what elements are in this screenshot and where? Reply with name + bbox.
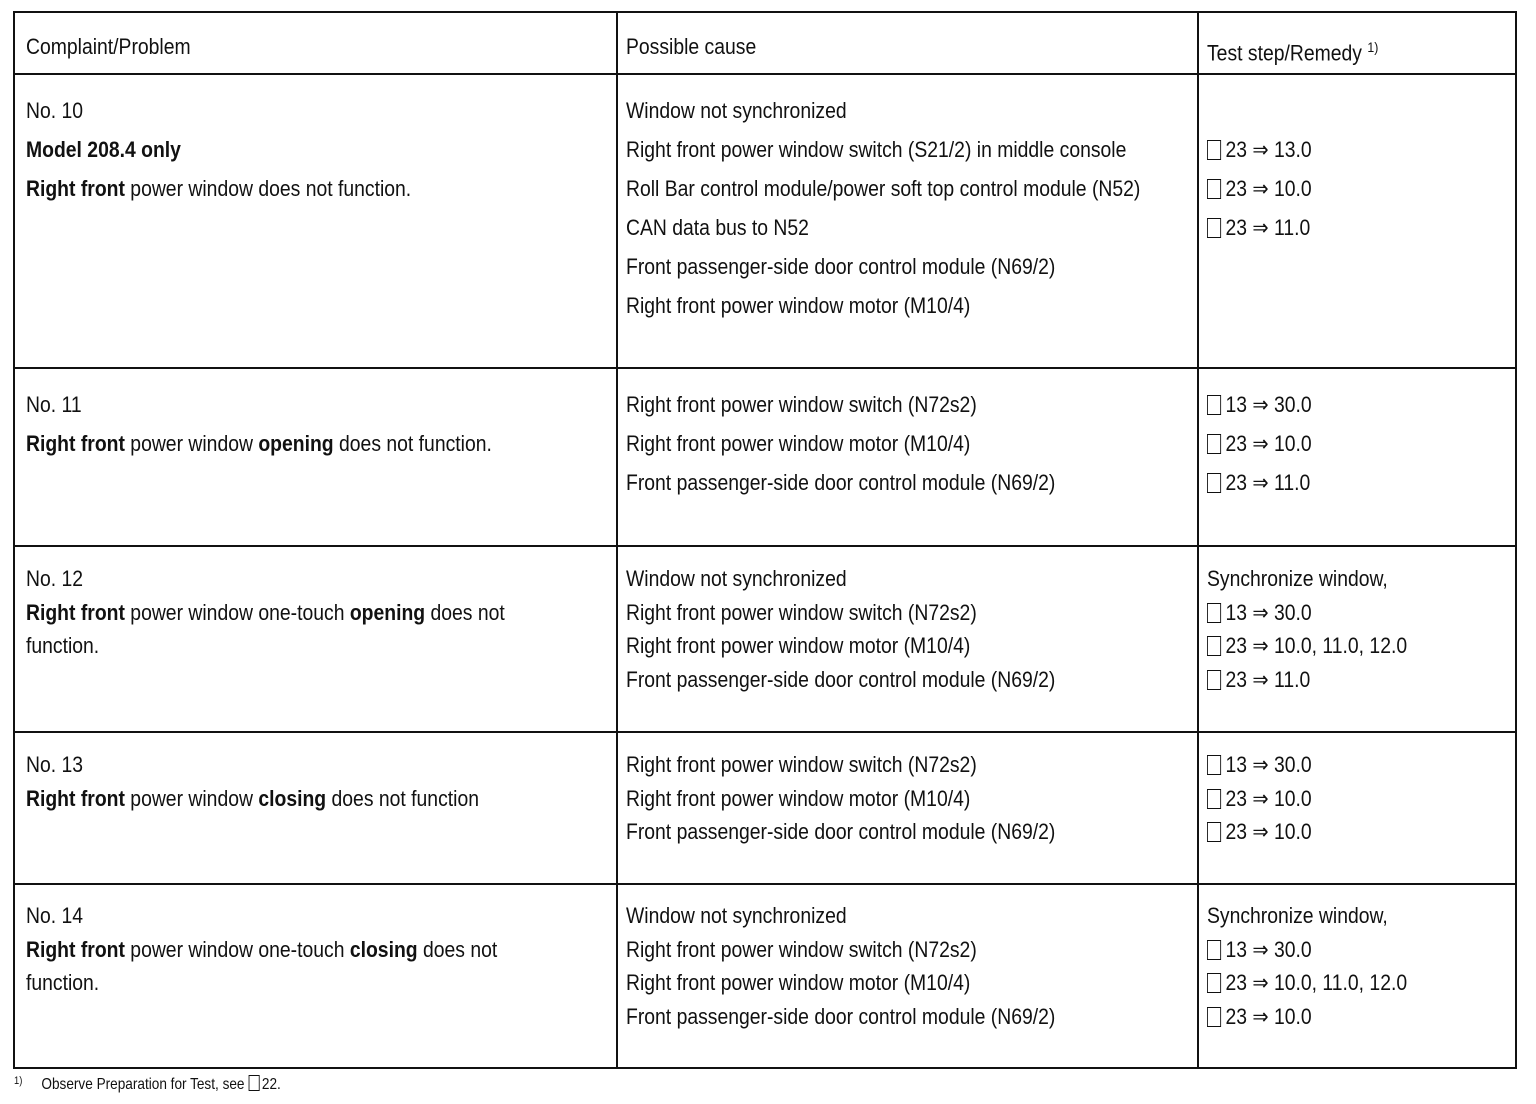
complaint-text: No. 12 [26, 566, 84, 591]
row-divider [15, 367, 1515, 369]
remedy-text: 13 ⇒ 30.0 [1225, 752, 1312, 777]
header-cause [626, 30, 756, 64]
footnote-marker: 1) [14, 1075, 23, 1087]
complaint-emphasis: Right front [26, 785, 125, 811]
remedy-item [1207, 208, 1312, 247]
complaint-cell [26, 562, 505, 663]
remedy-item [1207, 663, 1407, 697]
complaint-line [26, 933, 497, 967]
remedy-item [1207, 424, 1312, 463]
remedy-text: Synchronize window, [1207, 566, 1388, 591]
remedy-item [1207, 130, 1312, 169]
remedy-item [1207, 596, 1407, 630]
remedy-text: 23 ⇒ 10.0 [1225, 819, 1312, 844]
remedy-text: 23 ⇒ 10.0, 11.0, 12.0 [1225, 970, 1408, 995]
complaint-emphasis: Right front [26, 176, 125, 201]
cause-item: Right front power window motor (M10/4) [626, 970, 971, 995]
remedy-text: Synchronize window, [1207, 903, 1388, 928]
cause-item: Front passenger-side door control module (N69/2) [626, 470, 1056, 495]
reference-box-icon [1207, 636, 1221, 656]
remedy-item [1207, 91, 1312, 130]
row-divider [15, 73, 1515, 75]
complaint-line [26, 91, 411, 130]
complaint-cell [26, 748, 479, 815]
cause-cell [626, 899, 1055, 1033]
cause-item: Window not synchronized [626, 98, 847, 123]
complaint-emphasis: closing [349, 936, 418, 962]
cause-item: Front passenger-side door control module (N69/2) [626, 666, 1056, 692]
remedy-text: 13 ⇒ 30.0 [1225, 936, 1312, 962]
cause-item: Right front power window switch (N72s2) [626, 599, 977, 625]
remedy-text: 23 ⇒ 13.0 [1225, 137, 1312, 162]
remedy-text: 23 ⇒ 10.0 [1225, 431, 1312, 456]
remedy-text [1207, 98, 1212, 123]
complaint-text: does not function. [333, 431, 492, 456]
complaint-line [26, 629, 505, 663]
complaint-text: No. 11 [26, 392, 82, 417]
remedy-cell [1207, 385, 1312, 502]
remedy-item [1207, 463, 1312, 502]
cause-item: Window not synchronized [626, 566, 847, 591]
complaint-emphasis: Right front [26, 599, 125, 625]
complaint-text: No. 14 [26, 903, 84, 928]
remedy-text: 23 ⇒ 11.0 [1225, 215, 1311, 240]
column-divider [1197, 13, 1199, 1067]
remedy-text: 23 ⇒ 11.0 [1225, 470, 1311, 495]
remedy-item [1207, 748, 1312, 782]
cause-item: Right front power window switch (S21/2) in middle console [626, 137, 1127, 162]
complaint-line [26, 385, 492, 424]
remedy-text: 23 ⇒ 10.0 [1225, 785, 1312, 811]
reference-box-icon [1207, 973, 1221, 993]
complaint-text: does not [425, 599, 505, 625]
cause-item: Right front power window switch (N72s2) [626, 392, 977, 417]
complaint-line [26, 562, 505, 596]
cause-item: CAN data bus to N52 [626, 215, 809, 240]
footnote-text: Observe Preparation for Test, see [41, 1076, 245, 1093]
cause-item: Right front power window motor (M10/4) [626, 785, 971, 811]
footnote [14, 1075, 281, 1094]
complaint-text: power window one-touch [124, 599, 350, 625]
remedy-item [1207, 782, 1312, 816]
row-divider [15, 545, 1515, 547]
complaint-line [26, 899, 497, 933]
complaint-line [26, 748, 479, 782]
header-remedy [1207, 30, 1378, 70]
remedy-item [1207, 815, 1312, 849]
remedy-text: 23 ⇒ 11.0 [1225, 666, 1311, 692]
reference-box-icon [1207, 395, 1221, 415]
cause-item: Right front power window switch (N72s2) [626, 936, 977, 962]
remedy-cell [1207, 748, 1312, 849]
reference-box-icon [248, 1075, 259, 1091]
reference-box-icon [1207, 755, 1221, 775]
remedy-text: 23 ⇒ 10.0 [1225, 1003, 1312, 1029]
complaint-text: power window [124, 431, 259, 456]
header-cause-label: Possible cause [626, 34, 757, 59]
complaint-text: does not [417, 936, 498, 962]
complaint-emphasis: Model 208.4 only [26, 137, 181, 162]
complaint-text: does not function [326, 785, 479, 811]
complaint-text: function. [26, 970, 100, 995]
remedy-item [1207, 933, 1407, 967]
cause-cell [626, 385, 1055, 502]
complaint-emphasis: opening [258, 431, 334, 456]
reference-box-icon [1207, 670, 1221, 690]
reference-box-icon [1207, 940, 1221, 960]
header-remedy-note: 1) [1367, 39, 1379, 55]
cause-item: Roll Bar control module/power soft top control module (N52) [626, 176, 1141, 201]
complaint-text: function. [26, 633, 100, 658]
row-divider [15, 883, 1515, 885]
complaint-cell [26, 899, 497, 1000]
reference-box-icon [1207, 473, 1221, 493]
header-complaint-label: Complaint/Problem [26, 34, 191, 59]
reference-box-icon [1207, 603, 1221, 623]
complaint-text: No. 13 [26, 752, 84, 777]
complaint-line [26, 424, 492, 463]
diagnosis-table [13, 11, 1517, 1069]
complaint-line [26, 966, 497, 1000]
remedy-item [1207, 1000, 1407, 1034]
remedy-item [1207, 899, 1407, 933]
complaint-line [26, 130, 411, 169]
remedy-text: 23 ⇒ 10.0 [1225, 176, 1312, 201]
complaint-text: No. 10 [26, 98, 84, 123]
complaint-text: power window [124, 785, 259, 811]
cause-item: Right front power window switch (N72s2) [626, 752, 977, 777]
column-divider [616, 13, 618, 1067]
cause-item: Front passenger-side door control module (N69/2) [626, 819, 1056, 844]
remedy-item [1207, 966, 1407, 1000]
remedy-text: 23 ⇒ 10.0, 11.0, 12.0 [1225, 633, 1408, 658]
reference-box-icon [1207, 1007, 1221, 1027]
reference-box-icon [1207, 789, 1221, 809]
cause-cell [626, 91, 1140, 325]
complaint-line [26, 596, 505, 630]
complaint-emphasis: closing [258, 785, 327, 811]
cause-item: Right front power window motor (M10/4) [626, 431, 971, 456]
complaint-text: power window one-touch [124, 936, 350, 962]
complaint-cell [26, 385, 492, 463]
cause-item: Front passenger-side door control module (N69/2) [626, 254, 1056, 279]
cause-cell [626, 562, 1055, 696]
complaint-line [26, 782, 479, 816]
remedy-item [1207, 562, 1407, 596]
reference-box-icon [1207, 822, 1221, 842]
header-complaint [26, 30, 191, 64]
complaint-emphasis: Right front [26, 431, 125, 456]
cause-item: Front passenger-side door control module (N69/2) [626, 1003, 1056, 1029]
complaint-text: power window does not function. [124, 176, 412, 201]
reference-box-icon [1207, 434, 1221, 454]
cause-item: Window not synchronized [626, 903, 847, 928]
remedy-cell [1207, 91, 1312, 247]
footnote-ref: 22. [261, 1076, 281, 1093]
reference-box-icon [1207, 179, 1221, 199]
complaint-emphasis: opening [349, 599, 426, 625]
remedy-text: 13 ⇒ 30.0 [1225, 392, 1312, 417]
row-divider [15, 731, 1515, 733]
header-remedy-label: Test step/Remedy [1207, 40, 1362, 66]
remedy-item [1207, 385, 1312, 424]
remedy-item [1207, 169, 1312, 208]
complaint-cell [26, 91, 411, 208]
complaint-line [26, 169, 411, 208]
remedy-cell [1207, 562, 1407, 696]
complaint-emphasis: Right front [26, 936, 125, 962]
remedy-text: 13 ⇒ 30.0 [1225, 599, 1312, 625]
cause-item: Right front power window motor (M10/4) [626, 293, 971, 318]
reference-box-icon [1207, 218, 1221, 238]
cause-item: Right front power window motor (M10/4) [626, 633, 971, 658]
cause-cell [626, 748, 1055, 849]
remedy-cell [1207, 899, 1407, 1033]
remedy-item [1207, 629, 1407, 663]
reference-box-icon [1207, 140, 1221, 160]
